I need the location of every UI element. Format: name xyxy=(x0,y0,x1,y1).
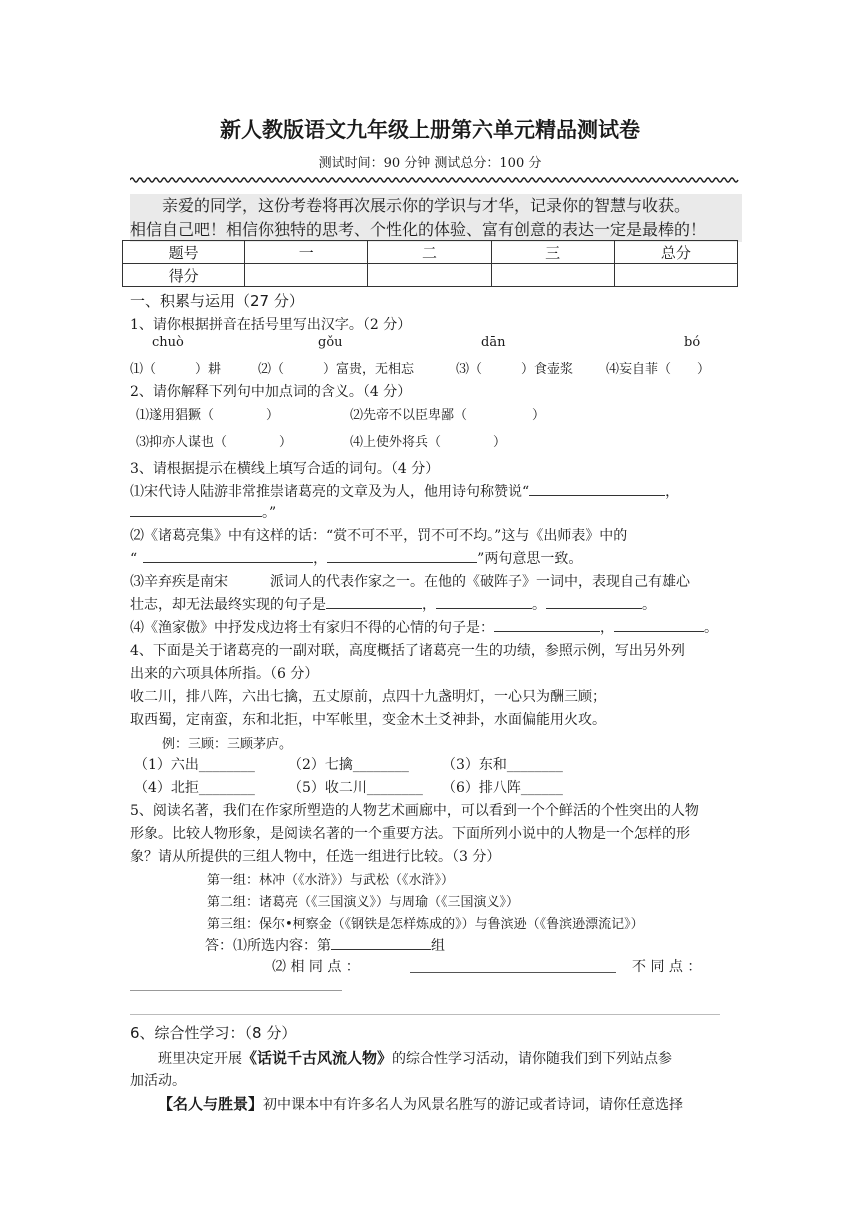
q5-answer xyxy=(205,935,445,955)
score-table-row xyxy=(123,264,738,287)
score-row-label: 得分 xyxy=(123,264,245,287)
score-cell[interactable] xyxy=(491,264,614,287)
q3-text: 。 xyxy=(704,620,718,636)
score-header-cell: 题号 xyxy=(123,241,245,264)
q3-text: ， xyxy=(600,620,614,636)
q4-example: 例：三顾：三顾茅庐。 xyxy=(162,737,293,752)
s6-text: 初中课本中有许多名人为风景名胜写的游记或者诗词，请你任意选择 xyxy=(263,1097,684,1113)
q2-item[interactable]: ⑶抑亦人谋也（ ） xyxy=(136,435,293,450)
q2-item[interactable]: ⑴遂用猖獗（ ） xyxy=(136,408,280,423)
score-table xyxy=(122,240,738,287)
q3-line xyxy=(130,617,718,637)
q3-line: ⑶辛弃疾是南宋 派词人的代表作家之一。在他的《破阵子》一词中，表现自己有雄心 xyxy=(130,574,690,590)
q5-group: 第二组：诸葛亮（《三国演义》）与周瑜（《三国演义》） xyxy=(207,895,520,910)
score-header-cell: 总分 xyxy=(614,241,737,264)
q5-text: 组 xyxy=(431,938,445,954)
couplet-line: 取西蜀，定南蛮，东和北拒，中军帐里，变金木土爻神卦，水面偏能用火攻。 xyxy=(130,712,606,728)
pinyin: dān xyxy=(481,335,506,350)
answer-blank[interactable] xyxy=(130,502,262,517)
intro-box xyxy=(130,194,742,242)
q2-item[interactable]: ⑵先帝不以臣卑鄙（ ） xyxy=(350,408,546,423)
q3-text: 。” xyxy=(262,505,277,521)
answer-blank[interactable] xyxy=(546,594,642,609)
score-cell[interactable] xyxy=(614,264,737,287)
answer-blank[interactable] xyxy=(410,972,616,973)
q3-line xyxy=(130,481,679,501)
q3-text: ⑷《渔家傲》中抒发戍边将士有家归不得的心情的句子是： xyxy=(130,620,494,636)
pinyin: chuò xyxy=(152,335,184,350)
score-cell[interactable] xyxy=(368,264,491,287)
q3-text: 。 xyxy=(642,597,656,613)
q3-line xyxy=(130,548,582,568)
pinyin: bó xyxy=(684,335,701,350)
q3-text: ， xyxy=(422,597,436,613)
q3-text: “ xyxy=(130,551,138,567)
q3-line xyxy=(130,502,276,522)
score-table-header-row xyxy=(123,241,738,264)
q5-prompt: 形象。比较人物形象，是阅读名著的一个重要方法。下面所列小说中的人物是一个怎样的形 xyxy=(130,826,690,842)
section6-paragraph: 加活动。 xyxy=(130,1073,186,1089)
answer-blank[interactable] xyxy=(529,481,665,496)
q4-item[interactable]: （1）六出________ xyxy=(134,757,255,773)
q1-item[interactable]: ⑴（ ）耕 xyxy=(130,362,222,377)
q2-prompt: 2、请你解释下列句中加点词的含义。（4 分） xyxy=(130,384,412,400)
q2-item[interactable]: ⑷上使外将兵（ ） xyxy=(350,435,507,450)
score-header-cell: 二 xyxy=(368,241,491,264)
intro-line-2: 相信自己吧！相信你独特的思考、个性化的体验、富有创意的表达一定是最棒的！ xyxy=(130,220,707,239)
q3-text: ， xyxy=(665,484,680,500)
answer-blank[interactable] xyxy=(326,594,422,609)
q5-prompt: 象？请从所提供的三组人物中，任选一组进行比较。（3 分） xyxy=(130,849,501,865)
score-cell[interactable] xyxy=(245,264,368,287)
q3-line xyxy=(130,594,656,614)
intro-line-1: 亲爱的同学，这份考卷将再次展示你的学识与才华，记录你的智慧与收获。 xyxy=(130,196,691,215)
q4-item[interactable]: （2）七擒________ xyxy=(288,757,409,773)
s6-bold-text: 【名人与胜景】 xyxy=(158,1095,264,1113)
answer-blank[interactable] xyxy=(436,594,532,609)
q3-text: ， xyxy=(313,551,328,567)
answer-blank[interactable] xyxy=(143,548,313,563)
q4-prompt: 出来的六项具体所指。（6 分） xyxy=(130,666,319,682)
q4-item[interactable]: （4）北拒________ xyxy=(134,780,255,796)
q3-text: 。 xyxy=(532,597,546,613)
answer-blank[interactable] xyxy=(494,617,600,632)
answer-blank[interactable] xyxy=(327,548,477,563)
q5-group: 第三组：保尔•柯察金（《钢铁是怎样炼成的》）与鲁滨逊（《鲁滨逊漂流记》） xyxy=(207,917,644,932)
q5-prompt: 5、阅读名著，我们在作家所塑造的人物艺术画廊中，可以看到一个个鲜活的个性突出的人物 xyxy=(130,803,699,819)
q3-line: ⑵《诸葛亮集》中有这样的话：“赏不可不平，罚不可不均。”这与《出师表》中的 xyxy=(130,528,628,544)
section-heading: 6、综合性学习：（8 分） xyxy=(130,1024,297,1042)
q5-answer: ⑵ 相 同 点 ： xyxy=(272,959,360,975)
score-header-cell: 一 xyxy=(245,241,368,264)
q4-item[interactable]: （5）收二川________ xyxy=(288,780,423,796)
q1-item[interactable]: ⑷妄自菲（ ） xyxy=(606,362,711,377)
q1-prompt: 1、请你根据拼音在括号里写出汉字。（2 分） xyxy=(130,317,412,333)
q3-text: ”两句意思一致。 xyxy=(477,551,583,567)
section6-paragraph xyxy=(158,1047,672,1068)
wavy-divider xyxy=(130,176,740,184)
answer-blank[interactable] xyxy=(331,935,431,950)
q3-prompt: 3、请根据提示在横线上填写合适的词句。（4 分） xyxy=(130,461,440,477)
q3-text: ⑴宋代诗人陆游非常推崇诸葛亮的文章及为人，他用诗句称赞说“ xyxy=(130,484,530,500)
s6-bold-text: 《话说千古风流人物》 xyxy=(242,1049,393,1067)
divider xyxy=(130,1014,720,1015)
pinyin: gǒu xyxy=(318,335,343,350)
q1-item[interactable]: ⑶（ ）食壶浆 xyxy=(456,362,574,377)
score-header-cell: 三 xyxy=(491,241,614,264)
q5-answer: 不 同 点 ： xyxy=(632,959,702,975)
s6-text: 的综合性学习活动，请你随我们到下列站点参 xyxy=(392,1051,673,1067)
answer-blank[interactable] xyxy=(614,617,704,632)
q4-item[interactable]: （6）排八阵______ xyxy=(442,780,563,796)
q5-group: 第一组：林冲（《水浒》）与武松（《水浒》） xyxy=(207,873,455,888)
q1-item[interactable]: ⑵（ ）富贵，无相忘 xyxy=(258,362,415,377)
q4-prompt: 4、下面是关于诸葛亮的一副对联，高度概括了诸葛亮一生的功绩，参照示例，写出另外列 xyxy=(130,643,685,659)
s6-text: 班里决定开展 xyxy=(158,1051,242,1067)
section-heading: 一、积累与运用（27 分） xyxy=(130,292,304,310)
test-info: 测试时间：90 分钟 测试总分：100 分 xyxy=(318,156,542,171)
couplet-line: 收二川，排八阵，六出七擒，五丈原前，点四十九盏明灯，一心只为酬三顾； xyxy=(130,689,606,705)
q5-text: 答：⑴所选内容：第 xyxy=(205,938,331,954)
page-title: 新人教版语文九年级上册第六单元精品测试卷 xyxy=(220,118,640,142)
q3-text: 壮志，却无法最终实现的句子是 xyxy=(130,597,326,613)
section6-paragraph xyxy=(158,1093,683,1114)
answer-line[interactable] xyxy=(130,990,342,991)
q4-item[interactable]: （3）东和________ xyxy=(442,757,563,773)
